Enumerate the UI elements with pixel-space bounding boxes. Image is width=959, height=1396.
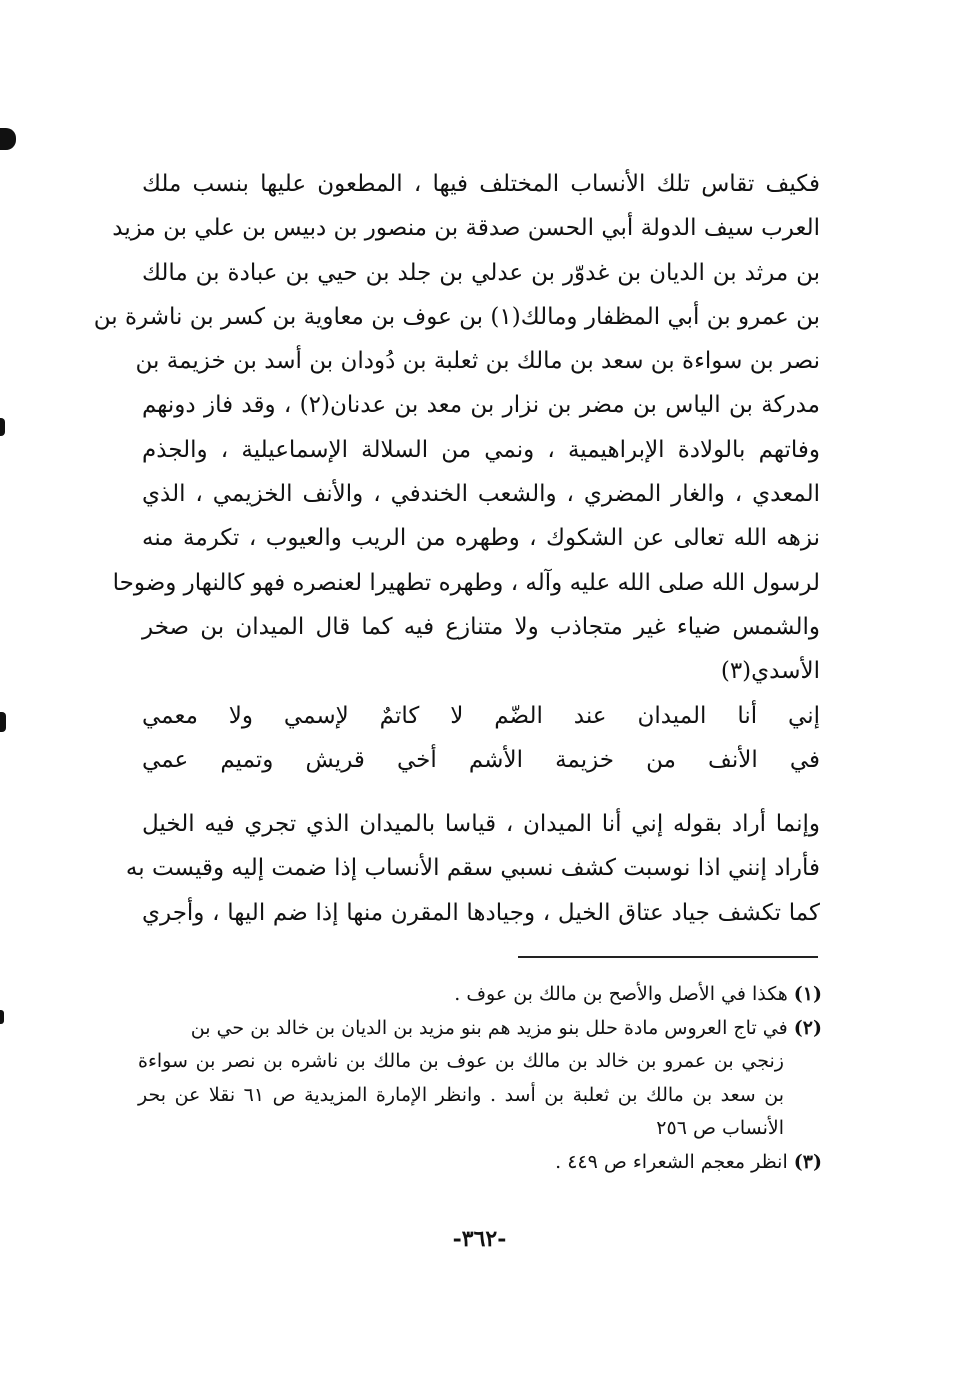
verse-word: عند xyxy=(573,703,607,729)
footnote-text: زنجي بن عمرو بن خالد بن مالك بن عوف بن مالك بن ناشره بن نصر بن سواءة xyxy=(138,1050,784,1072)
verse-word: من xyxy=(646,747,676,773)
footnote-text: في تاج العروس مادة حلل بنو مزيد هم بنو مزيد بن الديان بن خالد بن حي بن xyxy=(190,1016,788,1039)
text-line: لرسول الله صلى الله عليه وآله ، وطهره تطهيرا لعنصره فهو كالنهار وضوحا xyxy=(112,569,820,596)
text-line: فأراد إنني اذا نوسبت كشف نسبي سقم الأنساب إذا ضمت إليه وقيست به xyxy=(125,855,820,882)
verse-word: لإسمي xyxy=(283,703,349,729)
scan-edge-mark xyxy=(0,1010,4,1024)
body-paragraph-2 xyxy=(125,802,820,935)
scan-edge-mark xyxy=(0,712,6,732)
verse-word: أنا xyxy=(737,703,758,729)
verse-word: في xyxy=(789,747,820,773)
verse-word: عمي xyxy=(142,747,189,773)
text-line: مدركة بن الياس بن مضر بن نزار بن معد بن عدنان(٢) ، وقد فاز دونهم xyxy=(142,392,820,419)
verse-line xyxy=(142,738,820,782)
verse-word: قريش xyxy=(305,747,365,773)
text-line: فكيف تقاس تلك الأنساب المختلف فيها ، المطعون عليها بنسب ملك xyxy=(142,171,820,197)
footnote-1 xyxy=(138,978,822,1012)
text-line: وإنما أراد بقوله إني أنا الميدان ، قياسا بالميدان الذي تجري فيه الخيل xyxy=(142,811,820,837)
footnote-number: (٢) xyxy=(793,1016,822,1039)
footnote-number: (١) xyxy=(793,983,822,1005)
page-number: -٣٦٢- xyxy=(452,1226,507,1252)
footnote-3 xyxy=(138,1146,822,1180)
verse-word: وتميم xyxy=(220,747,274,773)
footnote-number: (٣) xyxy=(793,1150,822,1173)
text-line: المعدي ، والغار المضري ، والشعب الخندفي ، والأنف الخزيمي ، الذي xyxy=(142,481,820,508)
text-line: وفاتهم بالولادة الإبراهيمية ، ونمي من السلالة الإسماعيلية ، والجذم xyxy=(142,436,820,463)
footnote-text: بن سعد بن مالك بن ثعلبة بن أسد . وانظر الإمارة المزيدية ص ٦١ نقلا عن بحر xyxy=(138,1083,784,1106)
verse-word: الأنف xyxy=(708,747,758,773)
text-line: نصر بن سواءة بن سعد بن مالك بن ثعلبة بن دُودان بن أسد بن خزيمة بن xyxy=(135,348,820,375)
scan-edge-mark xyxy=(0,418,5,436)
footnote-text: انظر معجم الشعراء ص ٤٤٩ . xyxy=(555,1150,788,1173)
text-line: والشمس ضياء غير متجاذب ولا متنازع فيه كما قال الميدان بن صخر xyxy=(142,613,820,640)
text-line: الأسدي(٣) xyxy=(720,658,820,685)
text-line: العرب سيف الدولة أبي الحسن صدقة بن منصور بن دبيس بن علي بن مزيد xyxy=(112,215,820,242)
poem-verse xyxy=(142,694,820,782)
verse-word: خزيمة xyxy=(555,747,614,773)
verse-word: الأشم xyxy=(468,747,523,773)
footnote-text: هكذا في الأصل والأصح بن مالك بن عوف . xyxy=(454,983,788,1005)
scan-edge-mark xyxy=(0,128,16,150)
text-line: كما تكشف جياد عتاق الخيل ، وجيادها المقرن منها إذا ضم اليها ، وأجري xyxy=(142,899,820,926)
footnote-2 xyxy=(138,1012,822,1046)
footnote-text: الأنساب ص ٢٥٦ xyxy=(656,1117,784,1139)
verse-word: الضّم xyxy=(494,703,543,729)
body-paragraph-1 xyxy=(93,162,820,694)
verse-word: إني xyxy=(788,703,820,729)
verse-word: أخي xyxy=(397,747,437,773)
verse-line xyxy=(142,694,820,738)
verse-word: لا xyxy=(450,703,464,729)
text-line: بن مرثد بن الديان بن غدوّر بن عدلي بن جلد بن حيي بن عبادة بن مالك xyxy=(142,259,820,286)
text-line: بن عمرو بن أبي المظفار ومالك(١) بن عوف بن معاوية بن كسر بن ناشرة بن xyxy=(93,303,820,330)
text-line: نزهه الله تعالى عن الشكوك ، وطهره من الريب والعيوب ، تكرمة منه xyxy=(142,525,820,552)
verse-word: ولا xyxy=(228,703,254,729)
verse-word: الميدان xyxy=(637,703,707,729)
verse-word: كاتمٌ xyxy=(379,703,420,729)
verse-word: معمي xyxy=(142,703,198,729)
footnote-separator xyxy=(518,956,818,958)
footnotes xyxy=(138,978,822,1179)
